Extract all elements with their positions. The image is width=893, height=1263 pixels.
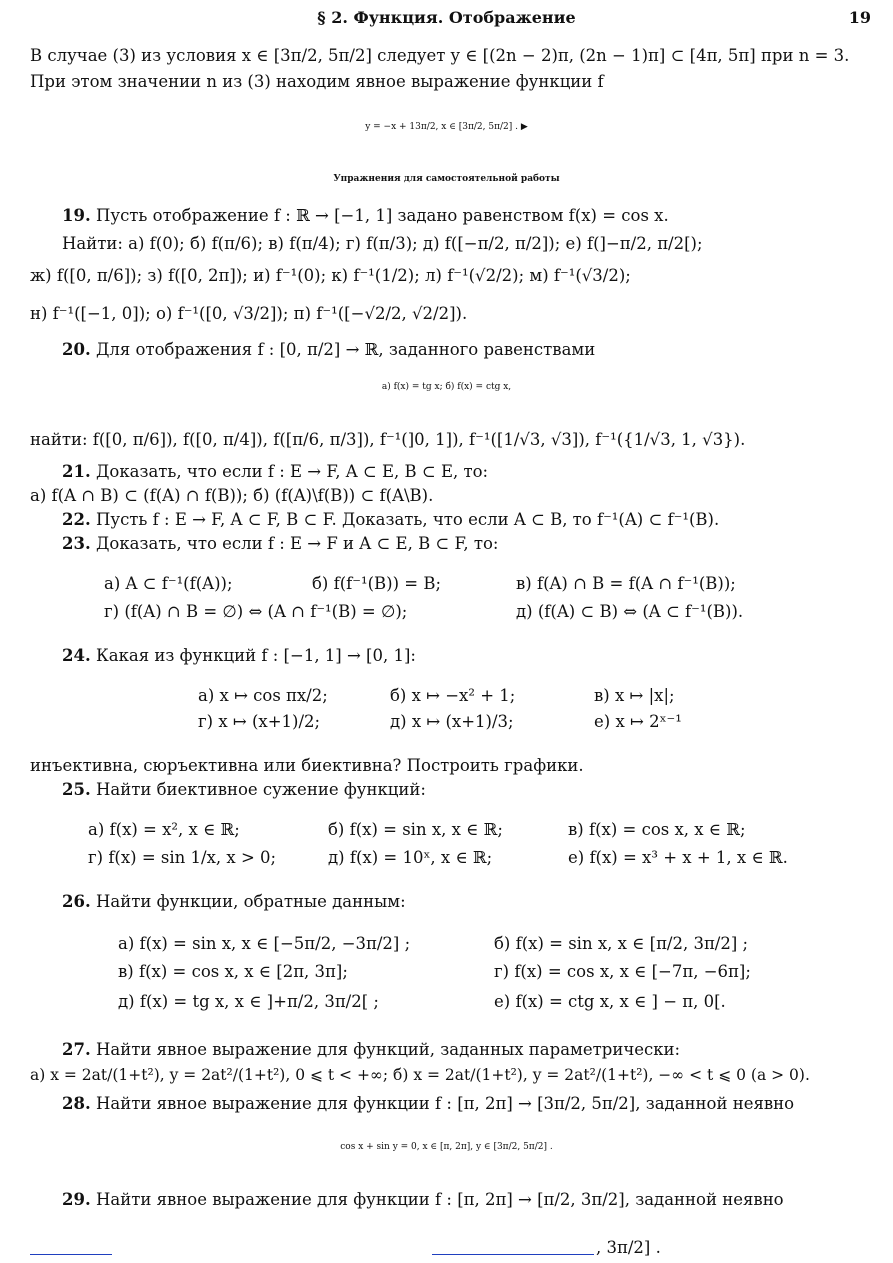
exercise-22-line-1 (62, 510, 719, 530)
exercise-26-item-a: а) f(x) = sin x, x ∈ [−5π/2, −3π/2] ; (118, 934, 411, 953)
intro-line-2: При этом значении n из (3) находим явное выражение функции f (30, 72, 604, 91)
exercise-28-number: 28. (62, 1094, 91, 1113)
exercise-26-text: Найти функции, обратные данным: (95, 892, 406, 911)
exercise-24-item-b: б) x ↦ −x² + 1; (390, 686, 516, 705)
exercise-20-equations: а) f(x) = tg x; б) f(x) = ctg x, (381, 382, 512, 392)
exercise-20-line-1 (62, 340, 595, 360)
exercise-24-item-v: в) x ↦ |x|; (594, 686, 675, 705)
exercise-23-text: Доказать, что если f : E → F и A ⊂ E, B ⊂ F, то: (95, 534, 499, 553)
exercise-20-number: 20. (62, 340, 91, 359)
exercise-26-item-v: в) f(x) = cos x, x ∈ [2π, 3π]; (118, 962, 348, 981)
exercise-19-number: 19. (62, 206, 91, 225)
crop-edge-line-left (30, 1254, 112, 1255)
exercise-27-text: Найти явное выражение для функций, заданных параметрически: (95, 1040, 681, 1059)
exercise-24-line-1 (62, 646, 416, 666)
exercise-25-number: 25. (62, 780, 91, 799)
exercise-25-item-a: а) f(x) = x², x ∈ ℝ; (88, 820, 240, 839)
exercise-21-line-2: а) f(A ∩ B) ⊂ (f(A) ∩ f(B)); б) (f(A)\f(B)) ⊂ f(A\B). (30, 486, 434, 505)
exercise-25-item-v: в) f(x) = cos x, x ∈ ℝ; (568, 820, 746, 839)
exercise-25-item-b: б) f(x) = sin x, x ∈ ℝ; (328, 820, 503, 839)
exercise-21-number: 21. (62, 462, 91, 481)
exercise-19-line-4: н) f⁻¹([−1, 0]); о) f⁻¹([0, √3/2]); п) f⁻¹([−√2/2, √2/2]). (30, 304, 468, 323)
exercise-26-number: 26. (62, 892, 91, 911)
exercise-20-line-2: найти: f([0, π/6]), f([0, π/4]), f([π/6, π/3]), f⁻¹(]0, 1]), f⁻¹([1/√3, √3]), f⁻¹({1/√3, 1, √3}). (30, 430, 746, 449)
exercise-24-item-a: а) x ↦ cos πx/2; (198, 686, 328, 705)
exercise-26-item-b: б) f(x) = sin x, x ∈ [π/2, 3π/2] ; (494, 934, 749, 953)
exercise-28-line-1 (62, 1094, 794, 1114)
exercise-22-number: 22. (62, 510, 91, 529)
exercise-26-line-1 (62, 892, 406, 912)
exercise-19-line-2: Найти: а) f(0); б) f(π/6); в) f(π/4); г) f(π/3); д) f([−π/2, π/2]); е) f(]−π/2, π/2[); (62, 234, 703, 253)
exercise-21-text: Доказать, что если f : E → F, A ⊂ E, B ⊂ E, то: (95, 462, 489, 481)
exercise-25-item-e: е) f(x) = x³ + x + 1, x ∈ ℝ. (568, 848, 788, 867)
exercise-25-text: Найти биективное сужение функций: (95, 780, 426, 799)
exercise-23-item-d: д) (f(A) ⊂ B) ⇔ (A ⊂ f⁻¹(B)). (516, 602, 744, 621)
running-header-title: § 2. Функция. Отображение (317, 8, 576, 27)
exercise-21-line-1 (62, 462, 488, 482)
exercise-23-item-g: г) (f(A) ∩ B = ∅) ⇔ (A ∩ f⁻¹(B) = ∅); (104, 602, 408, 621)
exercise-29-equation-fragment: , 3π/2] . (596, 1238, 661, 1257)
exercise-26-item-d: д) f(x) = tg x, x ∈ ]+π/2, 3π/2[ ; (118, 992, 379, 1011)
exercise-23-item-v: в) f(A) ∩ B = f(A ∩ f⁻¹(B)); (516, 574, 736, 593)
crop-edge-line-right (432, 1254, 594, 1255)
exercise-26-item-g: г) f(x) = cos x, x ∈ [−7π, −6π]; (494, 962, 751, 981)
section-title: Упражнения для самостоятельной работы (333, 174, 560, 184)
exercise-25-item-g: г) f(x) = sin 1/x, x > 0; (88, 848, 277, 867)
intro-line-1: В случае (3) из условия x ∈ [3π/2, 5π/2] следует y ∈ [(2n − 2)π, (2n − 1)π] ⊂ [4π, 5π] при n = 3. (30, 46, 850, 65)
exercise-27-line-2: а) x = 2at/(1+t²), y = 2at²/(1+t²), 0 ⩽ t < +∞; б) x = 2at/(1+t²), y = 2at²/(1+t²), −∞ < t ⩽ 0 (a > 0). (30, 1066, 810, 1084)
exercise-23-item-a: а) A ⊂ f⁻¹(f(A)); (104, 574, 233, 593)
page-number: 19 (848, 8, 871, 27)
exercise-23-number: 23. (62, 534, 91, 553)
exercise-29-number: 29. (62, 1190, 91, 1209)
exercise-22-text: Пусть f : E → F, A ⊂ F, B ⊂ F. Доказать, что если A ⊂ B, то f⁻¹(A) ⊂ f⁻¹(B). (95, 510, 720, 529)
exercise-29-line-1 (62, 1190, 784, 1210)
intro-formula: y = −x + 13π/2, x ∈ [3π/2, 5π/2] . ▶ (365, 122, 528, 132)
exercise-25-item-d: д) f(x) = 10ˣ, x ∈ ℝ; (328, 848, 493, 867)
exercise-28-equation: cos x + sin y = 0, x ∈ [π, 2π], y ∈ [3π/2, 5π/2] . (340, 1142, 553, 1152)
exercise-20-text: Для отображения f : [0, π/2] → ℝ, заданного равенствами (95, 340, 596, 359)
exercise-24-line-2: инъективна, сюръективна или биективна? Построить графики. (30, 756, 584, 775)
exercise-19-line-1 (62, 206, 669, 226)
exercise-23-line-1 (62, 534, 499, 554)
exercise-24-text: Какая из функций f : [−1, 1] → [0, 1]: (95, 646, 416, 665)
exercise-19-text: Пусть отображение f : ℝ → [−1, 1] задано равенством f(x) = cos x. (95, 206, 669, 225)
exercise-23-item-b: б) f(f⁻¹(B)) = B; (312, 574, 442, 593)
exercise-24-item-d: д) x ↦ (x+1)/3; (390, 712, 514, 731)
exercise-27-line-1 (62, 1040, 680, 1060)
exercise-19-line-3: ж) f([0, π/6]); з) f([0, 2π]); и) f⁻¹(0); к) f⁻¹(1/2); л) f⁻¹(√2/2); м) f⁻¹(√3/2); (30, 266, 631, 285)
exercise-24-number: 24. (62, 646, 91, 665)
exercise-25-line-1 (62, 780, 426, 800)
exercise-24-item-e: е) x ↦ 2ˣ⁻¹ (594, 712, 682, 731)
exercise-29-text: Найти явное выражение для функции f : [π, 2π] → [π/2, 3π/2], заданной неявно (95, 1190, 784, 1209)
exercise-24-item-g: г) x ↦ (x+1)/2; (198, 712, 321, 731)
exercise-28-text: Найти явное выражение для функции f : [π, 2π] → [3π/2, 5π/2], заданной неявно (95, 1094, 795, 1113)
exercise-26-item-e: е) f(x) = ctg x, x ∈ ] − π, 0[. (494, 992, 726, 1011)
exercise-27-number: 27. (62, 1040, 91, 1059)
